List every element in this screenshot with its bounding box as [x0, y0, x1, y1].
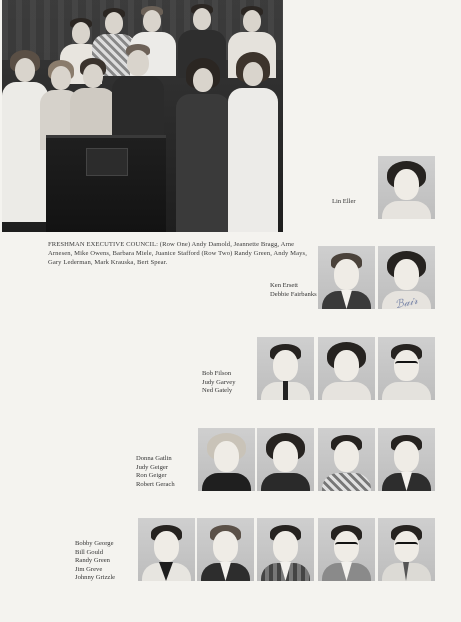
student-portrait	[138, 518, 195, 581]
student-portrait	[318, 518, 375, 581]
student-portrait	[257, 518, 314, 581]
student-name: Randy Green	[75, 557, 110, 565]
podium-seal	[86, 148, 128, 176]
student-portrait	[257, 428, 314, 491]
student-name: Bobby George	[75, 540, 114, 547]
name-list	[136, 455, 175, 489]
student-name: Lin Eller	[332, 198, 356, 205]
council-caption: FRESHMAN EXECUTIVE COUNCIL: (Row One) Andy Damold, Jeannette Bragg, Arne Arnesen, Mike Owens, Barbara Miele, Juanice Stafford (Row Two) Randy Green, Andy Mays, Gary Lederman, Mark Krauska, Bert Spear.	[48, 241, 307, 266]
student-name: Judy Geiger	[136, 463, 169, 471]
podium	[46, 135, 166, 232]
name-list	[332, 198, 356, 207]
student-name: Bill Gould	[75, 548, 104, 556]
student-name: Jim Greve	[75, 565, 103, 573]
student-portrait	[318, 428, 375, 491]
student-portrait	[378, 156, 435, 219]
student-name: Debbie Fairbanks	[270, 290, 317, 298]
student-name: Ron Geiger	[136, 472, 167, 480]
name-list	[270, 282, 317, 299]
handwritten-signature: ℬ𝒶𝒾𝓇	[393, 293, 419, 312]
student-portrait	[257, 337, 314, 400]
student-name: Judy Garvey	[202, 378, 236, 386]
student-name: Ned Gately	[202, 387, 233, 395]
student-name: Johnny Grizzle	[75, 574, 116, 582]
student-portrait	[378, 518, 435, 581]
group-photo	[2, 0, 283, 232]
student-name: Bob Filson	[202, 370, 232, 377]
student-portrait	[198, 428, 255, 491]
student-portrait	[378, 428, 435, 491]
student-name: Donna Gatlin	[136, 455, 172, 462]
student-name: Ken Ersett	[270, 282, 299, 289]
name-list	[75, 540, 115, 583]
student-portrait	[197, 518, 254, 581]
student-portrait	[318, 337, 375, 400]
student-portrait	[378, 337, 435, 400]
student-portrait	[318, 246, 375, 309]
name-list	[202, 370, 236, 396]
student-name: Robert Gerach	[136, 480, 175, 488]
